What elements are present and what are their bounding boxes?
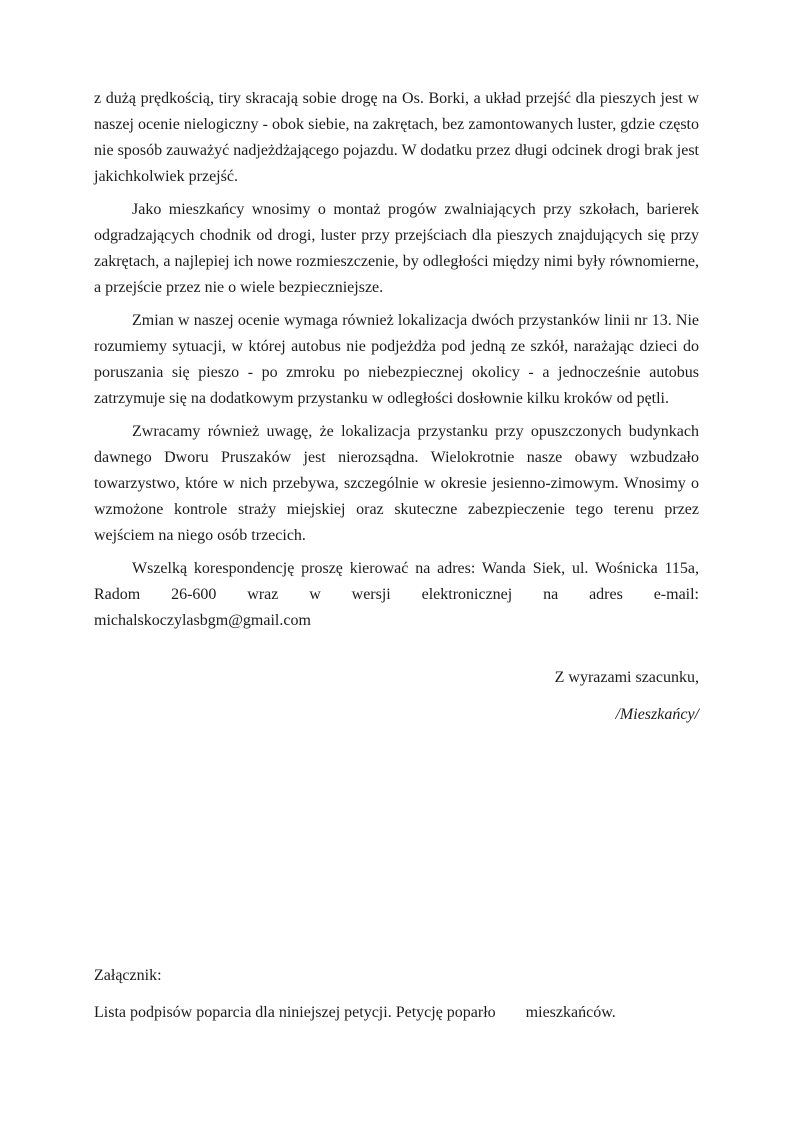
- attachment-label: Załącznik:: [94, 967, 162, 984]
- paragraph-road-safety: z dużą prędkością, tiry skracają sobie drogę na Os. Borki, a układ przejść dla pieszych jest w naszej ocenie nielogiczny - obok siebie, na zakrętach, bez zamontowanych luster, gdzie często nie sposób zauważyć nadjeżdżającego pojazdu. W dodatku przez długi odcinek drogi brak jest jakichkolwiek przejść.: [94, 90, 699, 185]
- signature: /Mieszkańcy/: [615, 706, 699, 723]
- attachment-text-after-blank: mieszkańców.: [525, 1004, 616, 1021]
- attachment-section: [94, 963, 699, 1026]
- paragraph-correspondence-address: Wszelką korespondencję proszę kierować na adres: Wanda Siek, ul. Wośnicka 115a, Radom 26-600 wraz w wersji elektronicznej na adres e-mail: michalskoczylasbgm@gmail.com: [94, 560, 699, 629]
- paragraph-requests: Jako mieszkańcy wnosimy o montaż progów zwalniających przy szkołach, barierek odgradzających chodnik od drogi, luster przy przejściach dla pieszych znajdujących się przy zakrętach, a najlepiej ich nowe rozmieszczenie, by odległości między nimi były równomierne, a przejście przez nie o wiele bezpieczniejsze.: [94, 201, 699, 296]
- paragraph-bus-stops: Zmian w naszej ocenie wymaga również lokalizacja dwóch przystanków linii nr 13. Nie rozumiemy sytuacji, w której autobus nie podjeżdża pod jedną ze szkół, narażając dzieci do poruszania się pieszo - po zmroku po niebezpiecznej okolicy - a jednocześnie autobus zatrzymuje się na dodatkowym przystanku w odległości dosłownie kilku kroków od pętli.: [94, 312, 699, 407]
- closing-salutation: Z wyrazami szacunku,: [554, 669, 699, 686]
- paragraph-abandoned-buildings: Zwracamy również uwagę, że lokalizacja przystanku przy opuszczonych budynkach dawnego Dworu Pruszaków jest nierozsądna. Wielokrotnie nasze obawy wzbudzało towarzystwo, które w nich przebywa, szczególnie w okresie jesienno-zimowym. Wnosimy o wzmożone kontrole straży miejskiej oraz skuteczne zabezpieczenie tego terenu przez wejściem na niego osób trzecich.: [94, 423, 699, 544]
- attachment-text-before-blank: Lista podpisów poparcia dla niniejszej petycji. Petycję poparło: [94, 1004, 496, 1021]
- attachment-line: [94, 1000, 699, 1026]
